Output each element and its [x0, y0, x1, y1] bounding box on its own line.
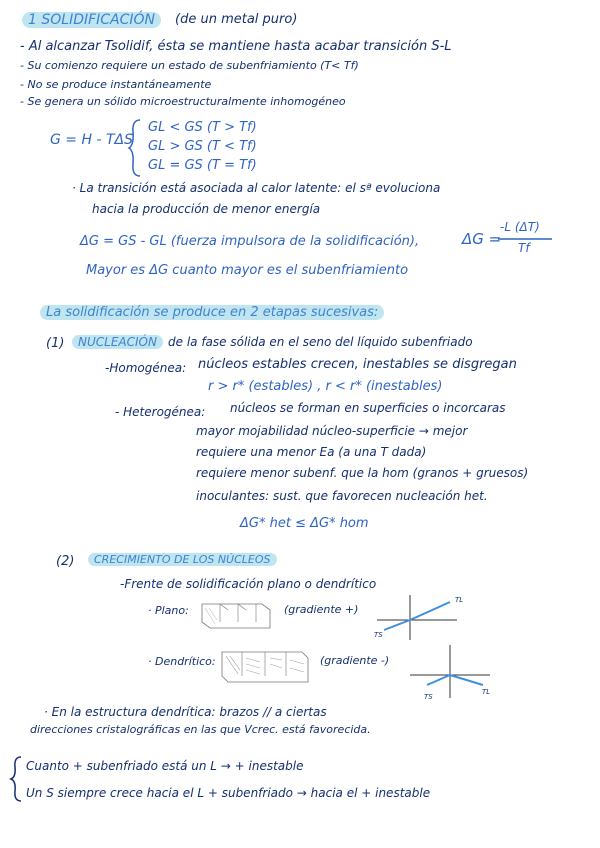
bullet-3: - No se produce instantáneamente: [20, 78, 212, 91]
growth-title-text: CRECIMIENTO DE LOS NÚCLEOS: [94, 553, 271, 566]
dendritico-gradient: (gradiente -): [320, 654, 390, 667]
planar-ts-label: TS: [374, 631, 383, 639]
section1-subtitle: (de un metal puro): [175, 12, 298, 27]
bullet-2: - Su comienzo requiere un estado de subenfriamiento (T< Tf): [20, 59, 359, 72]
nucleation-number: (1): [46, 336, 65, 351]
section1-title: [22, 12, 161, 28]
closing-line-2: Un S siempre crece hacia el L + subenfriado → hacia el + inestable: [26, 786, 431, 800]
dendritic-tl-label: TL: [482, 688, 491, 696]
latent-line-1: · La transición está asociada al calor latente: el sª evoluciona: [72, 181, 441, 195]
plano-label: · Plano:: [148, 604, 189, 617]
case-1: GL < GS (T > Tf): [148, 120, 257, 135]
gibbs-equation: G = H - TΔS: [50, 132, 133, 148]
plano-gradient: (gradiente +): [284, 603, 359, 616]
solidification-front: -Frente de solidificación plano o dendrítico: [120, 577, 377, 591]
delta-g-comparison: ΔG* het ≤ ΔG* hom: [240, 516, 369, 531]
nucleation-title: [72, 335, 163, 349]
bullet-4: - Se genera un sólido microestructuralmente inhomogéneo: [20, 95, 346, 108]
homogeneous-label: -Homogénea:: [105, 361, 187, 375]
dendritic-note-2: direcciones cristalográficas en las que Vcrec. está favorecida.: [30, 723, 371, 736]
heterogeneous-line-3: requiere menor subenf. que la hom (granos + gruesos): [196, 466, 529, 480]
section1-title-text: 1 SOLIDIFICACIÓN: [28, 12, 156, 28]
growth-title: [88, 553, 277, 566]
fraction-numerator: -L (ΔT): [500, 220, 540, 234]
planar-front-sketch: [200, 600, 272, 630]
latent-line-2: hacia la producción de menor energía: [92, 202, 321, 216]
closing-line-1: Cuanto + subenfriado está un L → + inestable: [26, 759, 304, 773]
fraction-denominator: Tf: [518, 241, 530, 255]
dendritic-note-1: · En la estructura dendrítica: brazos // a ciertas: [44, 705, 327, 719]
case-2: GL > GS (T < Tf): [148, 139, 257, 154]
mayor-delta-g: Mayor es ΔG cuanto mayor es el subenfriamiento: [86, 263, 409, 278]
case-3: GL = GS (T = Tf): [148, 158, 257, 173]
dendritic-front-sketch: [220, 646, 310, 686]
section2-intro-text: La solidificación se produce en 2 etapas sucesivas:: [46, 305, 379, 320]
heterogeneous-label: - Heterogénea:: [115, 405, 206, 419]
nucleation-title-text: NUCLEACIÓN: [78, 335, 157, 349]
dendritico-label: · Dendrítico:: [148, 655, 216, 668]
planar-tl-label: TL: [455, 596, 464, 604]
delta-g-definition: ΔG = GS - GL (fuerza impulsora de la solidificación),: [80, 234, 420, 249]
delta-g-equals: ΔG =: [462, 230, 502, 248]
homogeneous-radii: r > r* (estables) , r < r* (inestables): [208, 379, 443, 394]
nucleation-desc: de la fase sólida en el seno del líquido subenfriado: [168, 335, 473, 349]
section2-intro: [40, 305, 384, 320]
heterogeneous-line-4: inoculantes: sust. que favorecen nucleación het.: [196, 489, 488, 503]
closing-brace: [10, 756, 24, 802]
homogeneous-text: núcleos estables crecen, inestables se disgregan: [198, 357, 517, 372]
planar-gradient-graph: [372, 590, 462, 640]
dendritic-ts-label: TS: [424, 693, 433, 701]
cases-brace: [128, 118, 144, 178]
heterogeneous-line-1: mayor mojabilidad núcleo-superficie → mejor: [196, 424, 468, 438]
heterogeneous-text: núcleos se forman en superficies o incorcaras: [230, 401, 506, 415]
bullet-1: - Al alcanzar Tsolidif, ésta se mantiene hasta acabar transición S-L: [20, 39, 452, 54]
growth-number: (2): [56, 554, 75, 569]
heterogeneous-line-2: requiere una menor Ea (a una T dada): [196, 445, 427, 459]
